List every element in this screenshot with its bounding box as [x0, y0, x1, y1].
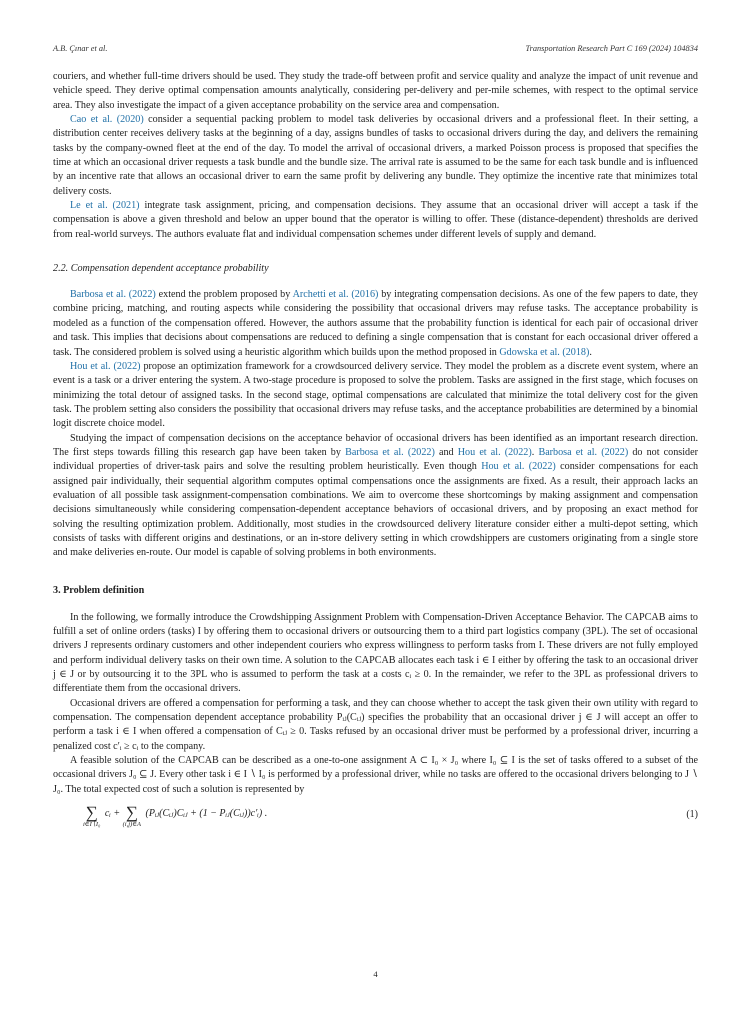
- summation-symbol: ∑ i∈I∖I₀: [83, 803, 101, 829]
- citation-link[interactable]: Hou et al. (2022): [70, 360, 141, 372]
- paragraph-text: extend the problem proposed by: [155, 289, 293, 301]
- citation-link[interactable]: Hou et al. (2022): [457, 446, 532, 458]
- citation-link[interactable]: Cao et al. (2020): [70, 114, 144, 126]
- paragraph-text: integrate task assignment, pricing, and compensation decisions. They assume that an occasional driver will accept a task if the compensation is above a given threshold and below an upper bound that the operator is willing to offer. These (distance-dependent) thresholds are derived from real-world surveys. The authors evaluate flat and individual compensation schemes under different levels of supply and demand.: [53, 200, 698, 240]
- paragraph-text: consider compensations for each assigned pair individually, their sequential algorithm computes optimal compensations once the assignments are fixed. As a result, their approach lacks an evaluation of all possible task assignment-compensation combinations. We aim to overcome these shortcomings by making assignment and compensation decisions simultaneously while considering compensation-dependent acceptance behaviors of occasional drivers, and by proposing an exact method for solving the resulting optimization problem. Additionally, most studies in the crowdsourced delivery literature consider either a multi-depot setting, which consists of tasks with different origins and destinations, or an in-store delivery setting in which crowdshippers are customers originating from a single store and make deliveries en-route. Our model is capable of solving problems in both environments.: [53, 461, 699, 559]
- main-text: [53, 70, 698, 841]
- summation-symbol: ∑ (i,j)∈A: [122, 803, 141, 829]
- subsection-heading: 2.2. Compensation dependent acceptance probability: [53, 263, 269, 275]
- paragraph-text: .: [589, 346, 592, 358]
- paragraph: couriers, and whether full-time drivers should be used. They study the trade-off between profit and service quality and analyze the impact of unit revenue and vehicle speed. They derive optimal compensation amounts analytically, considering per-delivery and per-mile schemes, with respect to the optimal service area. They also investigate the impact of a given acceptance probability on the service area and compensation.: [53, 71, 698, 111]
- equation-1: [53, 805, 698, 841]
- paragraph-text: do not consider individual properties of driver-task pairs and solve the resulting problem heuristically. Even though: [53, 446, 698, 473]
- paragraph-text: Studying the impact of compensation decisions on the acceptance behavior of occasional drivers has been identified as an important research direction. The first steps towards filling this research gap have been taken by: [53, 432, 698, 458]
- paragraph: A feasible solution of the CAPCAB can be described as a one-to-one assignment A ⊂ I₀ × J₀ where I₀ ⊆ I is the set of tasks offered to a subset of the occasional drivers J₀ ⊆ J. Every other task i ∈ I ∖ I₀ is performed by a professional driver, while no tasks are offered to the occasional drivers belonging to J ∖ J₀. The total expected cost of such a solution is represented by: [53, 755, 698, 795]
- equation-term: (Pᵢⱼ(Cᵢⱼ)Cᵢⱼ + (1 − Pᵢⱼ(Cᵢⱼ))c′ᵢ) .: [145, 808, 268, 820]
- equation-term: cᵢ +: [104, 808, 121, 820]
- paragraph: [53, 432, 698, 561]
- paragraph-text: .: [531, 446, 539, 458]
- citation-link[interactable]: Gdowska et al. (2018): [499, 346, 590, 358]
- citation-link[interactable]: Hou et al. (2022): [481, 461, 556, 473]
- paragraph: In the following, we formally introduce the Crowdshipping Assignment Problem with Compensation-Driven Acceptance Behavior. The CAPCAB aims to fulfill a set of online orders (tasks) I by offering them to occasional drivers or outsourcing them to a third part logistics company (3PL). The set of occasional drivers J represents ordinary customers and other independent couriers who express willingness to perform tasks from I. These drivers are not fully employed and perform individual delivery tasks on their own time. A solution to the CAPCAB allocates each task i ∈ I either by offering the task to an occasional driver j ∈ J or by outsourcing it to the 3PL who is assumed to perform the task at a costs cᵢ ≥ 0. In the remainder, we refer to the 3PL as professional drivers to differentiate them from the occasional drivers.: [53, 611, 698, 695]
- section-heading: 3. Problem definition: [53, 584, 145, 596]
- paragraph: [53, 113, 698, 199]
- equation-number: (1): [686, 809, 698, 821]
- paragraph: [53, 288, 698, 360]
- running-head: [53, 44, 698, 56]
- author-running-head: A.B. Çınar et al.: [53, 44, 108, 53]
- citation-link[interactable]: Barbosa et al. (2022): [345, 446, 435, 458]
- paragraph-text: propose an optimization framework for a crowdsourced delivery service. They model the problem as a discrete event system, where an event is a task or a driver entering the system. A two-stage procedure is proposed to solve the problem. Tasks are assigned in the first stage, which focuses on minimizing the total detour of assigned tasks. In the second stage, optimal compensations are calculated that minimize the total delivery cost for the given task. The problem setting also considers the possibility that occasional drivers may refuse tasks, and the acceptance probabilities are determined by a binomial logit discrete choice model.: [53, 360, 699, 430]
- equation-body: [83, 805, 267, 829]
- citation-link[interactable]: Archetti et al. (2016): [292, 289, 379, 301]
- citation-link[interactable]: Barbosa et al. (2022): [538, 446, 629, 458]
- paragraph: Occasional drivers are offered a compensation for performing a task, and they can choose whether to accept the task given their own utility with regard to compensation. The compensation dependent acceptance probability Pᵢⱼ(Cᵢⱼ) specifies the probability that an occasional driver j ∈ J will accept an offer to perform a task i ∈ I when offered a compensation of Cᵢⱼ ≥ 0. Tasks refused by an occasional driver must be performed by a professional driver, incurring a penalized cost c′ᵢ ≥ cᵢ to the company.: [53, 697, 698, 752]
- page-number: 4: [373, 969, 378, 979]
- journal-running-head: Transportation Research Part C 169 (2024) 104834: [525, 44, 698, 53]
- paragraph-text: by integrating compensation decisions. As one of the few papers to date, they combine pricing, matching, and routing aspects while considering the possibility that occasional drivers may refuse tasks. The acceptance probability is modeled as a function of the compensation offered. However, the authors assume that the probability function is identical for each pair of occasional driver and task. This implies that decisions about compensations are reduced to defining a single compensation that is constant for each occasional driver offered a task. The considered problem is solved using a heuristic algorithm which builds upon the method proposed in: [53, 289, 698, 358]
- citation-link[interactable]: Barbosa et al. (2022): [70, 289, 156, 301]
- summation-index: i∈I∖I₀: [83, 821, 101, 829]
- citation-link[interactable]: Le et al. (2021): [70, 200, 140, 212]
- summation-index: (i,j)∈A: [122, 821, 141, 829]
- paragraph-text: consider a sequential packing problem to model task deliveries by occasional drivers and a professional fleet. In their setting, a distribution center receives delivery tasks at the beginning of a day, assigns bundles of tasks to occasional drivers during the day, and delivers the remaining tasks by the company-owned fleet at the end of the day. To model the arrival of occasional drivers, a marked Poisson process is proposed that specifies the time at which an occasional driver requests a task bundle and the bundle size. The arrival rate is assumed to be the same for each task bundle and is influenced by an incentive rate that allows an occasional driver to earn the same profit by delivering any bundle. They optimize the incentive rate that minimizes total delivery costs.: [53, 114, 698, 197]
- paragraph: [53, 360, 698, 432]
- paragraph-text: and: [434, 446, 458, 458]
- paragraph: [53, 199, 698, 242]
